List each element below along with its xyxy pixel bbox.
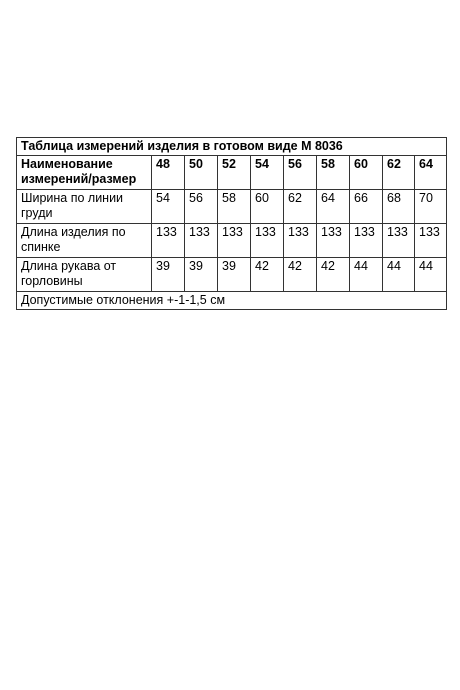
row-name: Длина рукава от горловины [17, 258, 152, 292]
table-cell: 39 [218, 258, 251, 292]
measurement-sheet [16, 137, 447, 310]
table-title: Таблица измерений изделия в готовом виде М 8036 [17, 138, 447, 156]
size-header: 58 [317, 156, 350, 190]
table-cell: 133 [152, 224, 185, 258]
table-cell: 133 [218, 224, 251, 258]
table-cell: 54 [152, 190, 185, 224]
table-row [17, 224, 447, 258]
size-header: 60 [350, 156, 383, 190]
table-cell: 39 [152, 258, 185, 292]
table-cell: 58 [218, 190, 251, 224]
table-cell: 42 [317, 258, 350, 292]
row-name: Длина изделия по спинке [17, 224, 152, 258]
table-cell: 133 [185, 224, 218, 258]
table-cell: 66 [350, 190, 383, 224]
tolerance-note: Допустимые отклонения +-1-1,5 см [17, 292, 447, 310]
table-cell: 70 [415, 190, 447, 224]
table-cell: 56 [185, 190, 218, 224]
size-header: 48 [152, 156, 185, 190]
title-row [17, 138, 447, 156]
header-row [17, 156, 447, 190]
size-header: 56 [284, 156, 317, 190]
table-cell: 133 [415, 224, 447, 258]
size-header: 52 [218, 156, 251, 190]
table-cell: 64 [317, 190, 350, 224]
table-row [17, 190, 447, 224]
size-header: 64 [415, 156, 447, 190]
table-cell: 39 [185, 258, 218, 292]
table-cell: 133 [383, 224, 415, 258]
row-name: Ширина по линии груди [17, 190, 152, 224]
table-cell: 133 [284, 224, 317, 258]
table-cell: 133 [317, 224, 350, 258]
table-cell: 44 [383, 258, 415, 292]
table-cell: 62 [284, 190, 317, 224]
table-cell: 42 [284, 258, 317, 292]
table-cell: 42 [251, 258, 284, 292]
size-header: 62 [383, 156, 415, 190]
table-cell: 133 [251, 224, 284, 258]
measurement-table [16, 137, 447, 310]
table-cell: 133 [350, 224, 383, 258]
size-header: 54 [251, 156, 284, 190]
table-cell: 68 [383, 190, 415, 224]
size-header: 50 [185, 156, 218, 190]
table-cell: 44 [350, 258, 383, 292]
header-label: Наименование измерений/размер [17, 156, 152, 190]
table-row [17, 258, 447, 292]
table-cell: 60 [251, 190, 284, 224]
footer-row [17, 292, 447, 310]
table-cell: 44 [415, 258, 447, 292]
